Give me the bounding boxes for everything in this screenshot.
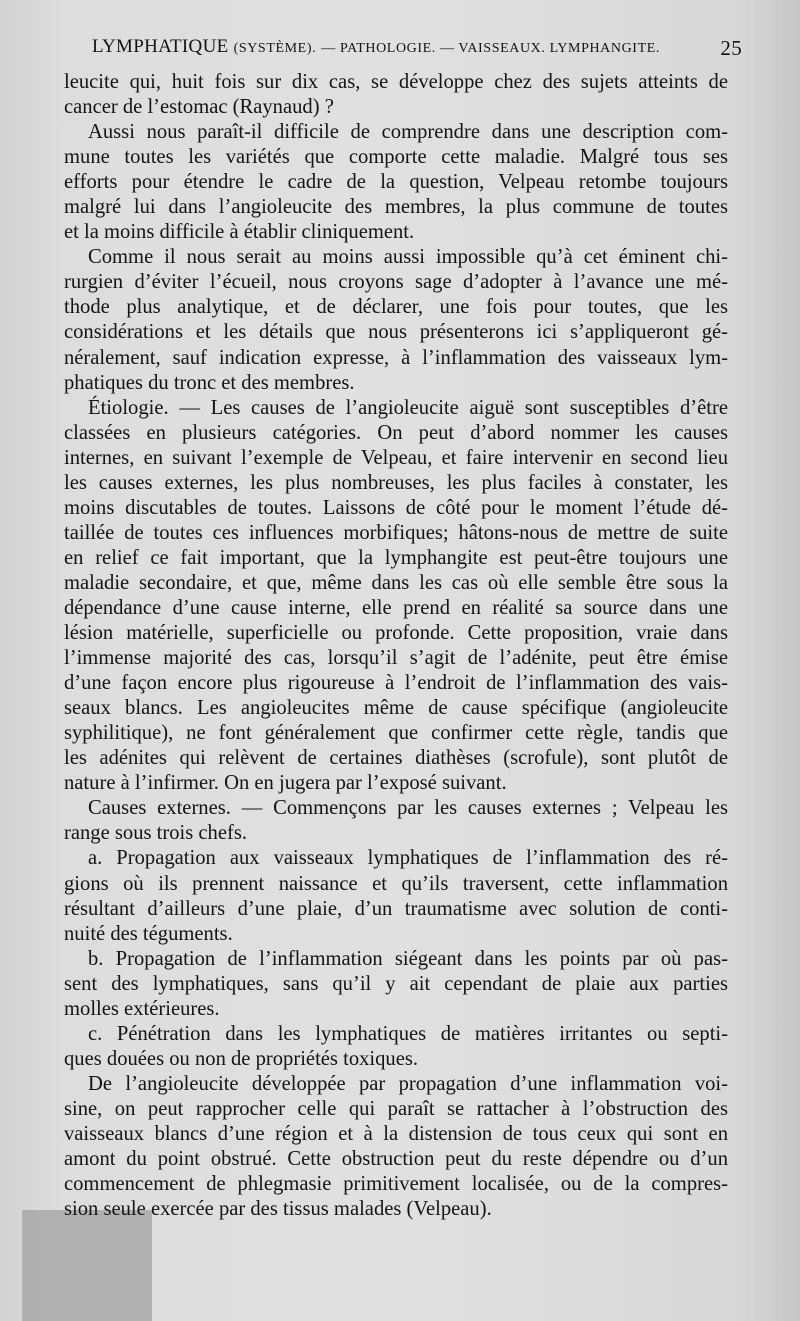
text-line: nature à l’infirmer. On en jugera par l’exposé suivant.	[64, 772, 507, 795]
text-line: mune toutes les variétés que comporte cette maladie. Malgré tous ses	[64, 146, 728, 169]
text-line: les causes externes, les plus nombreuses, les plus faciles à constater, les	[64, 471, 728, 494]
body-text	[64, 70, 728, 1222]
text-line: De l’angioleucite développée par propagation d’une inflammation voi-	[88, 1072, 728, 1095]
text-line: Causes externes. — Commençons par les causes externes ; Velpeau les	[88, 797, 728, 820]
text-line: nuité des téguments.	[64, 922, 233, 945]
text-line: leucite qui, huit fois sur dix cas, se développe chez des sujets atteints de	[64, 71, 728, 93]
text-line: amont du point obstrué. Cette obstruction peut du reste dépendre ou d’un	[64, 1148, 728, 1171]
text-line: sion seule exercée par des tissus malades (Velpeau).	[64, 1198, 492, 1221]
text-line: d’une façon encore plus rigoureuse à l’endroit de l’inflammation des vais-	[64, 672, 728, 695]
text-line: phatiques du tronc et des membres.	[64, 371, 355, 394]
header-section: — PATHOLOGIE. — VAISSEAUX. LYMPHANGITE.	[321, 41, 660, 56]
text-line: commencement de phlegmasie primitivement localisée, ou de la compres-	[64, 1173, 728, 1196]
text-line: thode plus analytique, et de déclarer, une fois pour toutes, que les	[64, 296, 728, 319]
text-line: en relief ce fait important, que la lymphangite est peut-être toujours une	[64, 546, 728, 569]
text-line: rurgien d’éviter l’écueil, nous croyons sage d’adopter à l’avance une mé-	[64, 271, 728, 294]
text-line: résultant d’ailleurs d’une plaie, d’un traumatisme avec solution de conti-	[64, 897, 728, 920]
text-line: gions où ils prennent naissance et qu’ils traversent, cette inflammation	[64, 872, 728, 895]
text-line: internes, en suivant l’exemple de Velpeau, et faire intervenir en second lieu	[64, 446, 728, 469]
header-title: LYMPHATIQUE	[92, 36, 229, 57]
text-line: range sous trois chefs.	[64, 822, 248, 845]
text-line: malgré lui dans l’angioleucite des membres, la plus commune de toutes	[64, 196, 728, 219]
text-line: dépendance d’une cause interne, elle prend en réalité sa source dans une	[64, 596, 728, 619]
text-line: syphilitique), ne font généralement que confirmer cette règle, tandis que	[64, 722, 728, 745]
header-system: (SYSTÈME).	[233, 41, 317, 56]
text-line: maladie secondaire, et que, même dans les cas où elle semble être sous la	[64, 571, 728, 594]
running-header	[92, 36, 742, 66]
text-line: les adénites qui relèvent de certaines diathèses (scrofule), sont plutôt de	[64, 747, 728, 770]
text-line: taillée de toutes ces influences morbifiques; hâtons-nous de mettre de suite	[64, 521, 728, 544]
text-line: néralement, sauf indication expresse, à l’inflammation des vaisseaux lym-	[64, 346, 728, 369]
scan-shadow	[22, 1210, 152, 1321]
text-line: efforts pour étendre le cadre de la question, Velpeau retombe toujours	[64, 171, 728, 194]
text-line: a. Propagation aux vaisseaux lymphatiques de l’inflammation des ré-	[88, 847, 728, 870]
text-line: molles extérieures.	[64, 997, 220, 1020]
text-line: seaux blancs. Les angioleucites même de cause spécifique (angioleucite	[64, 697, 728, 720]
text-line: c. Pénétration dans les lymphatiques de matières irritantes ou septi-	[88, 1022, 728, 1045]
text-line: Étiologie. — Les causes de l’angioleucite aiguë sont susceptibles d’être	[88, 396, 728, 419]
text-line: moins discutables de toutes. Laissons de côté pour le moment l’étude dé-	[64, 496, 728, 519]
text-line: lésion matérielle, superficielle ou profonde. Cette proposition, vraie dans	[64, 622, 728, 645]
text-line: considérations et les détails que nous présenterons ici s’appliqueront gé-	[64, 321, 728, 344]
page-number: 25	[720, 36, 742, 60]
text-line: ques douées ou non de propriétés toxiques.	[64, 1047, 419, 1070]
text-line: Comme il nous serait au moins aussi impossible qu’à cet éminent chi-	[88, 246, 728, 269]
text-line: l’immense majorité des cas, lorsqu’il s’agit de l’adénite, peut être émise	[64, 647, 728, 670]
text-line: sent des lymphatiques, sans qu’il y ait cependant de plaie aux parties	[64, 972, 728, 995]
text-line: classées en plusieurs catégories. On peut d’abord nommer les causes	[64, 421, 728, 444]
text-line: b. Propagation de l’inflammation siégeant dans les points par où pas-	[88, 947, 728, 970]
text-line: cancer de l’estomac (Raynaud) ?	[64, 96, 334, 119]
text-line: vaisseaux blancs d’une région et à la distension de tous ceux qui sont en	[64, 1122, 728, 1145]
text-line: Aussi nous paraît-il difficile de comprendre dans une description com-	[88, 121, 728, 144]
text-line: sine, on peut rapprocher celle qui paraît se rattacher à l’obstruction des	[64, 1097, 728, 1120]
text-line: et la moins difficile à établir cliniquement.	[64, 221, 415, 244]
